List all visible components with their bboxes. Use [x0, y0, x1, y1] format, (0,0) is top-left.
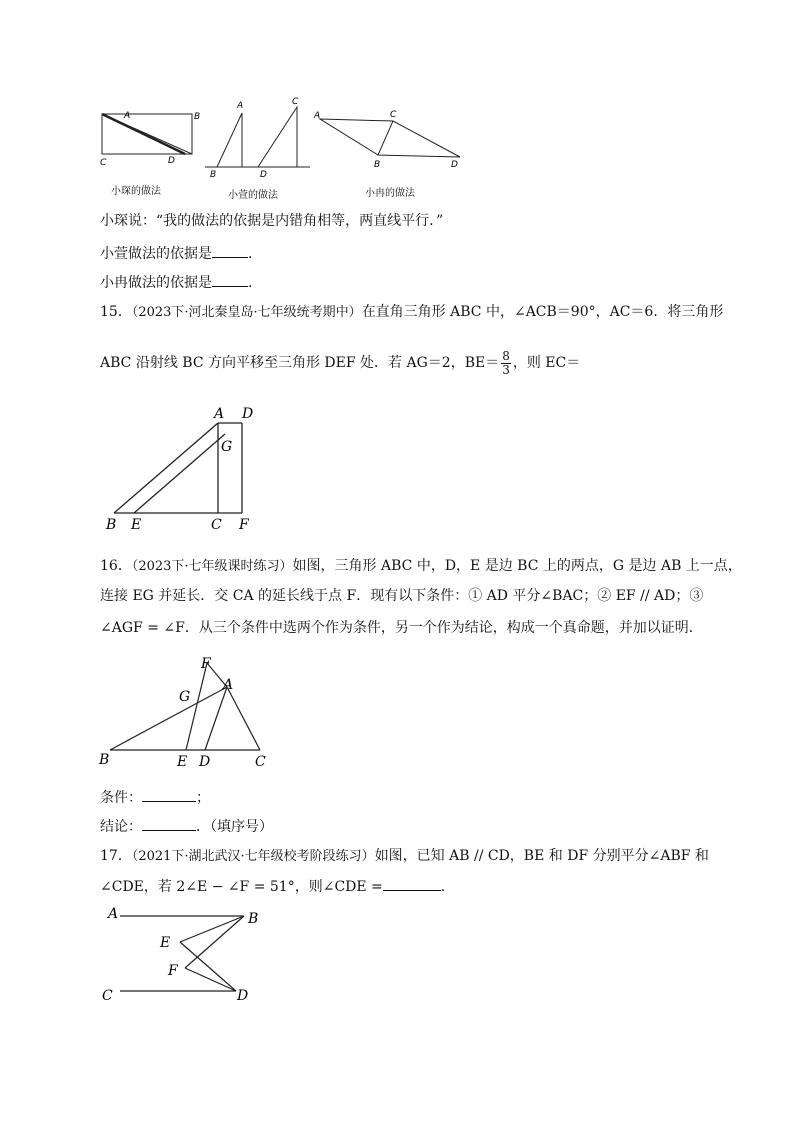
q16-conclusion [100, 816, 273, 837]
q17-number: 17． [100, 848, 132, 864]
figure-xiaoran [320, 119, 460, 157]
fig3-label-d: D [451, 160, 458, 170]
q15-text1: 在直角三角形 ABC 中，∠ACB＝90°，AC＝6．将三角形 [361, 304, 724, 320]
q16-line2: 连接 EG 并延长．交 CA 的延长线于点 F．现有以下条件：① AD 平分∠BAC；② EF // AD；③ [100, 588, 704, 604]
q16-label-f: F [201, 656, 211, 672]
q16-label-a: A [223, 677, 234, 693]
q17-text2a: ∠CDE，若 2∠E − ∠F = 51°，则∠CDE = [100, 879, 383, 895]
q15-label-c: C [211, 517, 222, 533]
q14-line2 [100, 243, 262, 264]
q16-figure [95, 650, 285, 775]
q16-number: 16． [100, 558, 132, 574]
q16-line1 [100, 556, 742, 577]
fig3-label-c: C [390, 110, 397, 120]
fig2-label-a: A [237, 101, 244, 111]
fig2-label-b: B [210, 170, 217, 180]
q15-frac-den: 3 [502, 362, 510, 377]
q15-frac-num: 8 [502, 348, 510, 363]
q16-condition-suffix: ； [196, 790, 210, 806]
q14-line2-suffix: ． [248, 246, 262, 262]
q17-label-d: D [237, 988, 249, 1004]
q14-blank-xiaoxuan[interactable] [212, 243, 248, 258]
fig3-caption: 小冉的做法 [365, 188, 415, 199]
q17-label-a: A [108, 906, 119, 922]
q17-answer-blank[interactable] [383, 876, 441, 891]
q15-figure [100, 405, 270, 535]
q15-number: 15． [100, 304, 132, 320]
q16-label-e: E [177, 754, 188, 770]
fig1-label-a: A [124, 111, 131, 121]
q17-label-b: B [248, 911, 259, 927]
q16-label-d: D [199, 754, 211, 770]
q17-source: （2021下·湖北武汉·七年级校考阶段练习） [131, 849, 375, 864]
fig1-label-d: D [168, 156, 175, 166]
q14-line3-suffix: ． [248, 275, 262, 291]
q17-label-e: E [160, 935, 171, 951]
q16-text1: 如图，三角形 ABC 中，D，E 是边 BC 上的两点，G 是边 AB 上一点， [292, 558, 742, 574]
fig3-label-a: A [314, 111, 321, 121]
figure-xiaoxuan [205, 107, 310, 167]
fig2-label-d: D [260, 170, 267, 180]
fig1-label-b: B [194, 112, 201, 122]
fig2-label-c: C [292, 97, 299, 107]
q17-label-f: F [168, 963, 178, 979]
q16-line3: ∠AGF = ∠F．从三个条件中选两个作为条件，另一个作为结论，构成一个真命题，并加以证明． [100, 620, 703, 636]
q14-line2-prefix: 小萱做法的依据是 [100, 246, 212, 262]
q16-condition-label: 条件： [100, 790, 142, 806]
q16-condition-blank[interactable] [142, 787, 196, 802]
q16-label-b: B [99, 752, 110, 768]
q15-label-f: F [239, 517, 249, 533]
fig1-caption: 小琛的做法 [111, 186, 161, 197]
q14-line1: 小琛说：“我的做法的依据是内错角相等，两直线平行．” [100, 213, 444, 229]
fig2-caption: 小萱的做法 [228, 190, 278, 201]
q16-conclusion-label: 结论： [100, 819, 142, 835]
q15-label-b: B [106, 517, 117, 533]
q16-source: （2023下·七年级课时练习） [131, 559, 293, 574]
fig3-label-b: B [374, 160, 381, 170]
q15-label-g: G [221, 439, 233, 455]
q15-label-a: A [214, 406, 225, 422]
q16-label-g: G [179, 689, 191, 705]
fig1-label-c: C [100, 158, 107, 168]
q14-line3 [100, 272, 262, 293]
q16-conclusion-blank[interactable] [142, 816, 196, 831]
q15-text2a: ABC 沿射线 BC 方向平移至三角形 DEF 处．若 AG＝2，BE＝ [100, 355, 500, 371]
q17-line2 [100, 876, 455, 897]
q16-label-c: C [255, 754, 266, 770]
q15-label-d: D [242, 406, 254, 422]
q15-fraction [501, 350, 511, 377]
q14-line3-prefix: 小冉做法的依据是 [100, 275, 212, 291]
q15-line1 [100, 302, 723, 323]
q17-line1 [100, 846, 709, 867]
q16-conclusion-suffix: ．（填序号） [196, 819, 273, 835]
q14-blank-xiaoran[interactable] [212, 272, 248, 287]
q17-text2b: ． [440, 879, 455, 895]
q17-label-c: C [102, 988, 113, 1004]
q17-figure [98, 900, 268, 1005]
q15-text2b: ，则 EC＝ [512, 355, 581, 371]
q17-text1: 如图，已知 AB // CD，BE 和 DF 分别平分∠ABF 和 [374, 848, 709, 864]
q16-condition [100, 787, 210, 808]
q15-label-e: E [131, 517, 142, 533]
figure-xiaochen [102, 114, 192, 154]
q15-line2 [100, 346, 580, 380]
q15-source: （2023下·河北秦皇岛·七年级统考期中） [131, 305, 362, 320]
